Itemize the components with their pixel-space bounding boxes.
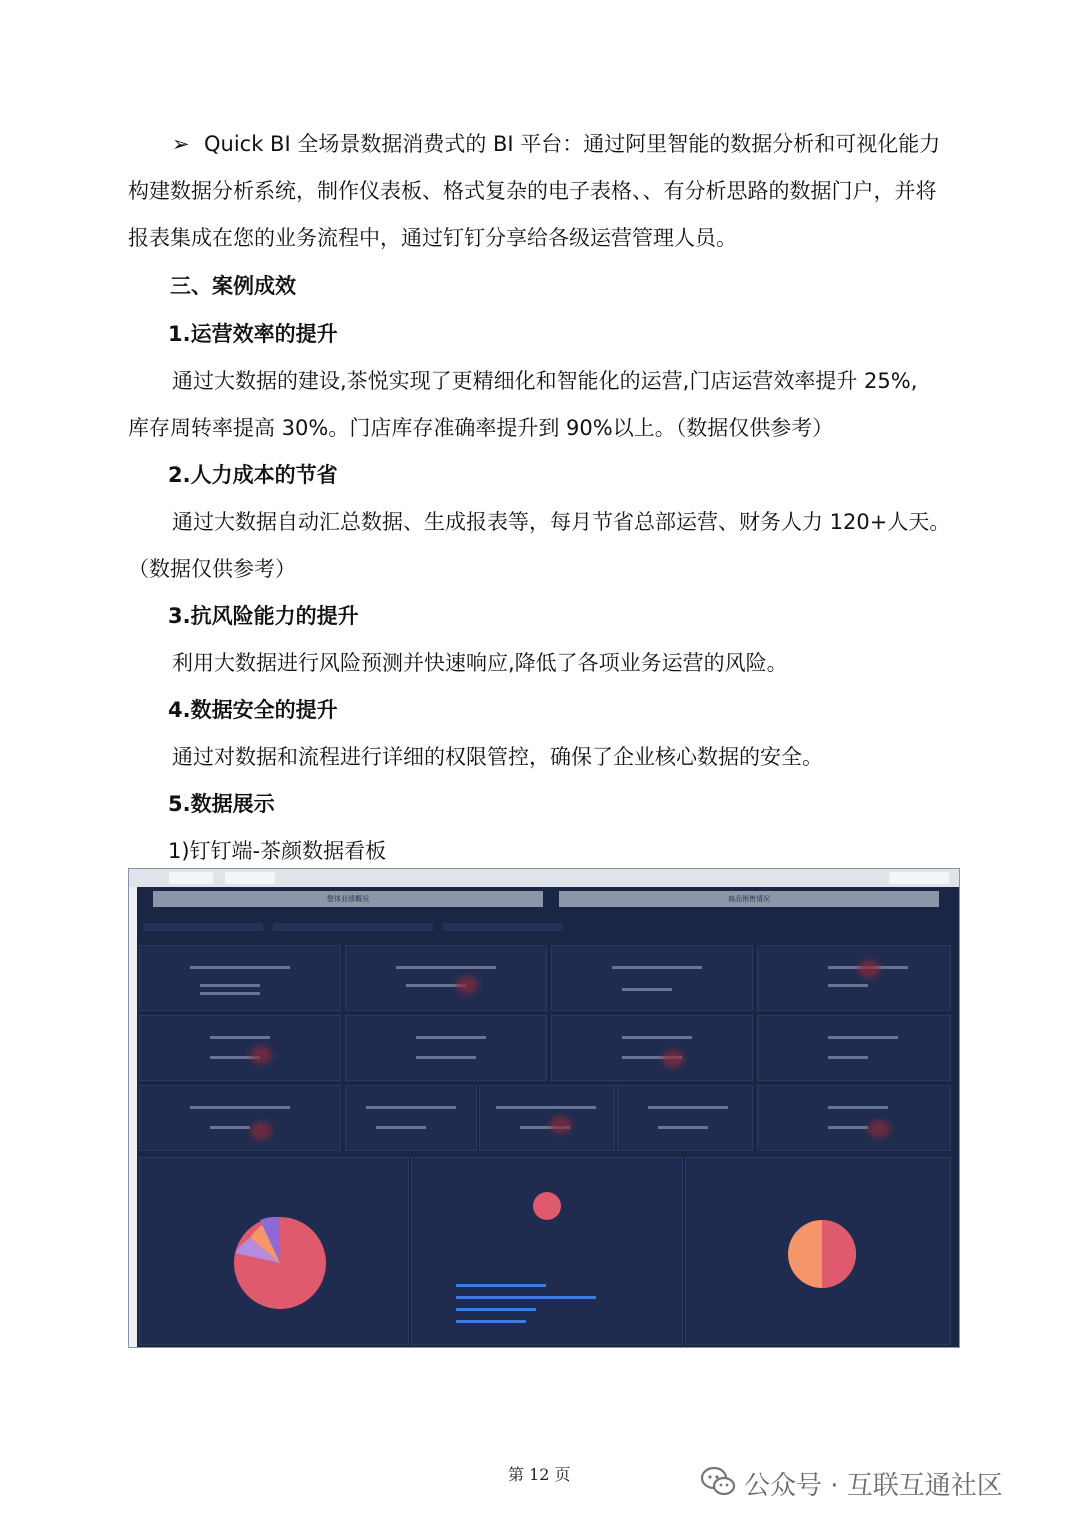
side-strip: [129, 887, 137, 1347]
item-heading-4: 4.数据安全的提升: [168, 698, 338, 722]
page-number: 第 12 页: [508, 1465, 571, 1484]
item-text-2a: 通过大数据自动汇总数据、生成报表等，每月节省总部运营、财务人力 120+人天。: [172, 510, 951, 534]
filter-row: [143, 917, 943, 929]
browser-tab: [169, 872, 213, 884]
metric-card: [345, 945, 547, 1011]
metric-card: [757, 1015, 951, 1081]
metric-card: [345, 1015, 547, 1081]
pie-panel-right: [685, 1157, 951, 1345]
item-text-2b: （数据仅供参考）: [128, 557, 296, 581]
pie-panel-left: [139, 1157, 409, 1345]
dashboard-screenshot: [128, 868, 960, 1348]
item-heading-3: 3.抗风险能力的提升: [168, 604, 359, 628]
browser-tab-bar: [129, 869, 959, 887]
metric-card: [551, 945, 753, 1011]
metric-card: [345, 1085, 477, 1151]
pie-chart-middle: [412, 1158, 682, 1344]
item-text-3: 利用大数据进行风险预测并快速响应,降低了各项业务运营的风险。: [172, 651, 788, 675]
browser-tab: [225, 872, 275, 884]
dashboard-header-right: 商品销售情况: [559, 891, 939, 907]
metric-card: [139, 1015, 341, 1081]
bullet-paragraph: [128, 121, 954, 262]
metric-card: [551, 1015, 753, 1081]
pie-chart-right: [686, 1158, 950, 1344]
metric-card: [757, 1085, 951, 1151]
item-heading-2: 2.人力成本的节省: [168, 463, 338, 487]
section-title: 三、案例成效: [170, 274, 296, 298]
item-heading-1: 1.运营效率的提升: [168, 322, 338, 346]
metric-card: [139, 945, 341, 1011]
pie-panel-middle: [411, 1157, 683, 1345]
bullet-text: Quick BI 全场景数据消费式的 BI 平台：通过阿里智能的数据分析和可视化能力构建数据分析系统，制作仪表板、格式复杂的电子表格、、有分析思路的数据门户，并将报表集成在您的业务流程中，通过钉钉分享给各级运营管理人员。: [128, 132, 941, 250]
watermark: 公众号 · 互联互通社区: [744, 1471, 1003, 1501]
item-caption-5: 1)钉钉端-茶颜数据看板: [168, 839, 387, 863]
metric-card: [617, 1085, 753, 1151]
metric-card: [139, 1085, 341, 1151]
item-text-1a: 通过大数据的建设,茶悦实现了更精细化和智能化的运营,门店运营效率提升 25%,: [172, 369, 918, 393]
metric-card: [479, 1085, 615, 1151]
pie-chart-left: [140, 1158, 408, 1344]
item-text-4: 通过对数据和流程进行详细的权限管控，确保了企业核心数据的安全。: [172, 745, 823, 769]
arrow-bullet-icon: ➢: [172, 132, 190, 156]
browser-toolbar: [889, 872, 949, 884]
item-heading-5: 5.数据展示: [168, 792, 275, 816]
metric-card: [757, 945, 951, 1011]
item-text-1b: 库存周转率提高 30%。门店库存准确率提升到 90%以上。（数据仅供参考）: [128, 416, 834, 440]
dashboard-header-left: 整体业绩概况: [153, 891, 543, 907]
wechat-icon: [700, 1465, 736, 1499]
